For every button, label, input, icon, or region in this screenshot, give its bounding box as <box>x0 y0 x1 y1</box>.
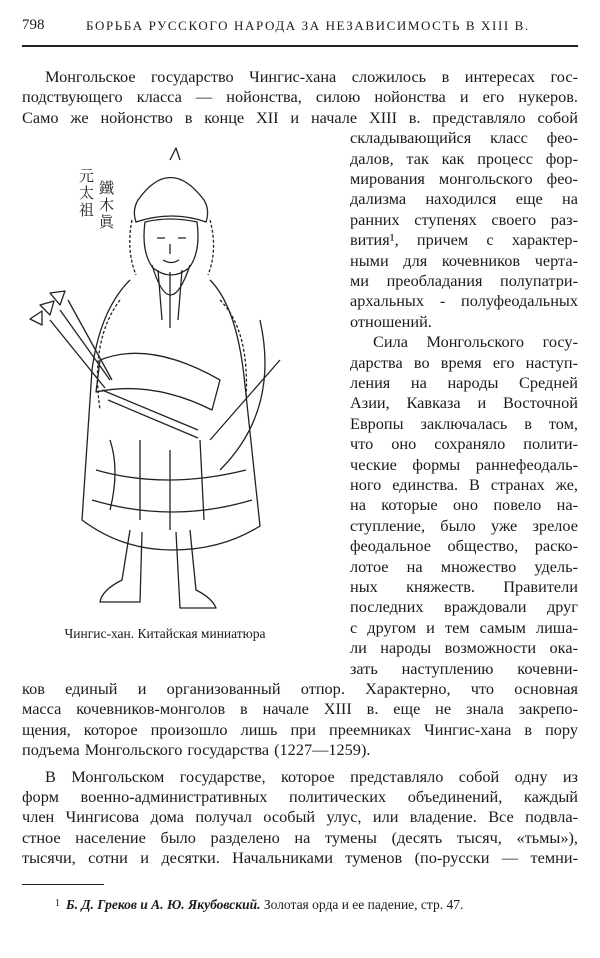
text-line: что оно сохраняло полити- <box>350 434 578 454</box>
page-number: 798 <box>22 17 45 33</box>
text-line: последних враждовали друг <box>350 597 578 617</box>
text-line: подъема Монгольского государства (1227—1259). <box>22 740 371 760</box>
text-line: подствующего класса — нойонства, силою нойонства и его нукеров. <box>22 87 578 107</box>
footnote-text: Золотая орда и ее падение, стр. 47. <box>263 897 464 912</box>
text-line: дарства во время его наступ- <box>350 352 578 372</box>
text-line: ранних ступенях своего раз- <box>350 209 578 229</box>
text-line: масса кочевников-монголов в начале XIII в. еще не знала закрепо- <box>22 699 578 719</box>
footnote-authors: Б. Д. Греков и А. Ю. Якубовский. <box>66 897 261 912</box>
text-line: ного единства. В странах же, <box>350 475 578 494</box>
text-line: на которые оно повело на- <box>350 495 578 515</box>
header-rule <box>22 45 578 47</box>
text-line: ми преобладания полупатри- <box>350 271 578 290</box>
text-line: тысячи, сотни и десятки. Начальниками туменов (по-русски — темни- <box>22 848 578 868</box>
figure-caption: Чингис-хан. Китайская миниатюра <box>64 626 266 641</box>
text-line: далов, так как процесс фор- <box>350 148 578 168</box>
text-line: форм военно-административных политических объединений, каждый <box>22 787 578 806</box>
text-line: щения, которое произошло лишь при преемниках Чингис-хана в пору <box>22 719 578 739</box>
inscription-right: 鐵 木 眞 <box>98 179 114 231</box>
text-line: лотое на множество удель- <box>350 556 578 576</box>
inscription-left: 元 太 祖 <box>78 167 94 219</box>
text-line: Само же нойонство в конце XII и начале XIII в. представляло собой <box>22 107 578 127</box>
running-title: БОРЬБА РУССКОГО НАРОДА ЗА НЕЗАВИСИМОСТЬ В XIII В. <box>86 18 530 33</box>
illustration-genghis-khan <box>20 140 320 620</box>
text-line: Сила Монгольского госу- <box>373 332 578 352</box>
text-line: складывающийся класс фео- <box>350 128 578 148</box>
text-line: с другом и тем самым лиша- <box>350 617 578 637</box>
text-line: В Монгольском государстве, которое представляло собой одну из <box>45 766 578 786</box>
text-line: ных княжеств. Правители <box>350 577 578 596</box>
text-line: Азии, Кавказа и Восточной <box>350 393 578 413</box>
text-line: Европы заключалась в том, <box>350 413 578 433</box>
text-line: вития¹, причем с характер- <box>350 230 578 250</box>
text-line: Монгольское государство Чингис-хана сложилось в интересах гос- <box>45 67 578 86</box>
text-line: стное население было разделено на тумены (десять тысяч, «тьмы»), <box>22 827 578 847</box>
footnote-mark: 1 <box>55 898 60 909</box>
text-line: ступление, было уже зрелое <box>350 515 578 535</box>
text-line: отношений. <box>350 311 432 331</box>
text-line: ческие формы раннефеодаль- <box>350 454 578 474</box>
text-line: ления на народы Средней <box>350 373 578 392</box>
text-line: мирования монгольского фео- <box>350 169 578 188</box>
text-line: зать наступлению кочевни- <box>350 658 578 678</box>
text-line: член Чингисова дома получал особый улус, или владение. Все подвла- <box>22 807 578 827</box>
text-line: ными для кочевников черта- <box>350 250 578 270</box>
text-line: ков единый и организованный отпор. Характерно, что основная <box>22 679 578 698</box>
footnote <box>55 897 463 913</box>
text-line: феодальное общество, раско- <box>350 536 578 556</box>
text-line: архальных - полуфеодальных <box>350 291 578 311</box>
footnote-rule <box>22 884 104 885</box>
text-line: ли народы возможности ока- <box>350 638 578 658</box>
text-line: дализма находился еще на <box>350 189 578 209</box>
